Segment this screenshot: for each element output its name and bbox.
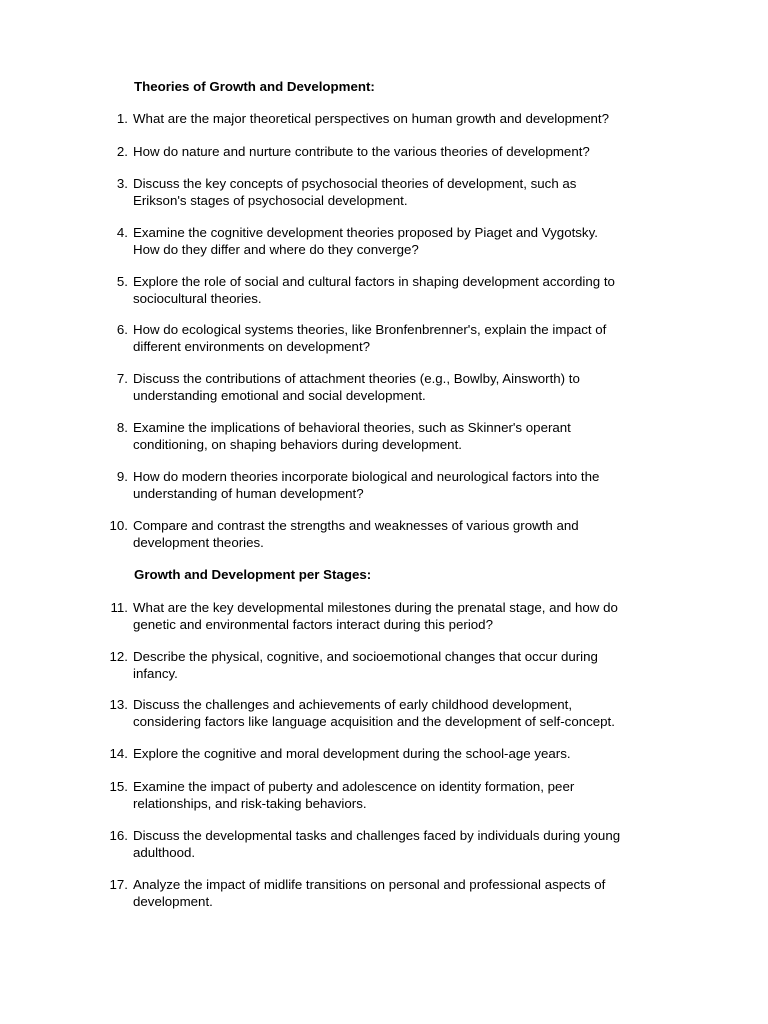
item-number: 5.: [116, 274, 128, 289]
item-text: How do modern theories incorporate biological and neurological factors into the understanding of human development?: [133, 469, 600, 501]
item-number: 17.: [109, 877, 128, 892]
item-text: Describe the physical, cognitive, and socioemotional changes that occur during infancy.: [133, 649, 598, 681]
section-heading-theories: Theories of Growth and Development:: [134, 79, 375, 94]
item-number: 1.: [116, 111, 128, 126]
item-text: Compare and contrast the strengths and weaknesses of various growth and development theories.: [133, 518, 579, 550]
item-text: Discuss the developmental tasks and challenges faced by individuals during young adulthood.: [133, 828, 621, 860]
item-number: 12.: [109, 649, 128, 664]
section-heading-stages: Growth and Development per Stages:: [134, 567, 372, 582]
item-text: Analyze the impact of midlife transitions on personal and professional aspects of development.: [133, 877, 606, 909]
item-text: What are the major theoretical perspectives on human growth and development?: [133, 111, 610, 126]
item-number: 16.: [109, 828, 128, 843]
item-text: Examine the cognitive development theories proposed by Piaget and Vygotsky. How do they differ and where do they converge?: [133, 225, 598, 257]
item-number: 14.: [109, 746, 128, 761]
item-number: 10.: [109, 518, 128, 533]
item-number: 11.: [110, 600, 128, 615]
item-number: 3.: [116, 176, 128, 191]
item-number: 9.: [116, 469, 128, 484]
item-number: 15.: [109, 779, 128, 794]
item-text: Explore the role of social and cultural factors in shaping development according to sociocultural theories.: [133, 274, 615, 306]
item-text: How do nature and nurture contribute to the various theories of development?: [133, 144, 590, 159]
item-text: Examine the implications of behavioral theories, such as Skinner's operant conditioning, on shaping behaviors during development.: [133, 420, 571, 452]
item-text: Explore the cognitive and moral development during the school-age years.: [133, 746, 571, 761]
item-number: 6.: [116, 322, 128, 337]
item-number: 7.: [116, 371, 128, 386]
item-text: What are the key developmental milestones during the prenatal stage, and how do genetic and environmental factors interact during this period?: [133, 600, 618, 632]
item-text: Examine the impact of puberty and adolescence on identity formation, peer relationships, and risk-taking behaviors.: [133, 779, 575, 811]
item-number: 13.: [109, 697, 128, 712]
item-number: 4.: [116, 225, 128, 240]
item-number: 2.: [116, 144, 128, 159]
item-text: Discuss the key concepts of psychosocial theories of development, such as Erikson's stages of psychosocial development.: [133, 176, 577, 208]
item-text: How do ecological systems theories, like Bronfenbrenner's, explain the impact of different environments on development?: [133, 322, 607, 354]
item-number: 8.: [116, 420, 128, 435]
item-text: Discuss the contributions of attachment theories (e.g., Bowlby, Ainsworth) to understanding emotional and social development.: [133, 371, 580, 403]
item-text: Discuss the challenges and achievements of early childhood development, considering factors like language acquisition and the development of self-concept.: [133, 697, 615, 729]
